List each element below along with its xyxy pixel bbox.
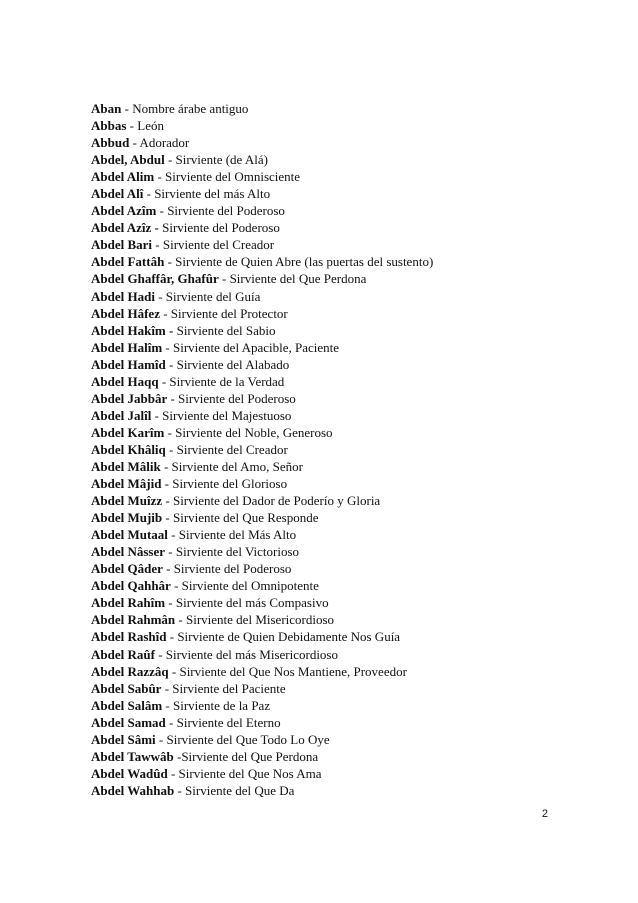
list-item: [91, 407, 591, 424]
entry-name: Aban: [91, 101, 122, 116]
entry-name: Abdel Raûf: [91, 646, 155, 662]
entry-meaning: - Sirviente del Que Da: [174, 782, 295, 798]
entry-meaning: - Sirviente del Alabado: [165, 356, 290, 372]
entry-meaning: Sirviente del Sabio: [173, 322, 276, 338]
entry-name: Abdel Wadûd: [91, 765, 168, 781]
list-item: [91, 219, 591, 236]
entry-meaning: - Sirviente del Que Nos Mantiene, Proveedor: [168, 663, 407, 679]
entry-meaning: - Sirviente del Creador: [165, 441, 288, 457]
entry-name: Abdel Rahmân: [91, 612, 176, 628]
list-item: [91, 253, 591, 270]
list-item: [91, 100, 591, 117]
list-item: [91, 356, 591, 373]
list-item: [91, 782, 591, 799]
list-item: [91, 748, 591, 765]
entry-meaning: - Sirviente del Que Todo Lo Oye: [155, 731, 330, 747]
list-item: [91, 475, 591, 492]
list-item: [91, 424, 591, 441]
entry-meaning: - Sirviente del Poderoso: [167, 390, 296, 406]
entry-name: Abdel Qâder: [91, 561, 163, 577]
entry-meaning: - Sirviente del Más Alto: [167, 527, 297, 543]
list-item: [91, 390, 591, 407]
list-item: [91, 646, 591, 663]
list-item: [91, 305, 591, 322]
entry-name: Abdel Hakîm -: [91, 322, 174, 338]
entry-name: Abdel Jabbâr: [91, 390, 168, 406]
list-item: [91, 492, 591, 509]
entry-name: Abdel Alim: [91, 169, 155, 185]
entry-name: Abdel Mâjid: [91, 476, 162, 492]
entry-meaning: - Sirviente de Quien Debidamente Nos Guía: [166, 629, 401, 645]
entry-meaning: - Sirviente del Paciente: [161, 680, 286, 696]
entry-name: Abdel Bari: [91, 237, 153, 253]
entry-name: Abdel Razzâq: [91, 663, 169, 679]
entry-name: Abdel Mujib: [91, 510, 163, 526]
list-item: [91, 270, 591, 287]
list-item: [91, 151, 591, 168]
entry-name: Abdel Muîzz: [91, 493, 163, 509]
entry-meaning: - Sirviente del Creador: [152, 237, 275, 253]
list-item: [91, 288, 591, 305]
list-item: [91, 339, 591, 356]
entry-meaning: - Sirviente del Poderoso: [156, 203, 285, 219]
list-item: [91, 577, 591, 594]
entry-meaning: - Sirviente del Apacible, Paciente: [162, 339, 340, 355]
list-item: [91, 526, 591, 543]
entry-meaning: - Sirviente del Que Nos Ama: [167, 765, 322, 781]
entry-name: Abdel Rashîd: [91, 629, 167, 645]
entry-name: Abdel Sâmi: [91, 731, 156, 747]
entry-name: Abdel Alî: [91, 186, 144, 202]
entry-meaning: - Sirviente del Omnisciente: [154, 169, 301, 185]
entry-meaning: - Sirviente del Dador de Poderío y Gloria: [162, 493, 381, 509]
entry-name: Abdel Hâfez: [91, 305, 160, 321]
entry-meaning: - Sirviente del Guía: [154, 288, 261, 304]
entry-name: Abdel Halîm: [91, 339, 163, 355]
list-item: [91, 714, 591, 731]
entry-name: Abdel Wahhab: [91, 782, 175, 798]
list-item: [91, 509, 591, 526]
entry-name: Abdel Salâm: [91, 697, 163, 713]
entry-name: Abdel Nâsser: [91, 544, 166, 560]
entry-meaning: - Nombre árabe antiguo: [121, 101, 249, 116]
entry-name: Abbas: [91, 118, 127, 134]
entry-meaning: - Sirviente del Misericordioso: [175, 612, 335, 628]
list-item: [91, 628, 591, 645]
entry-name: Abdel, Abdul: [91, 152, 165, 168]
list-item: [91, 560, 591, 577]
name-list: [91, 100, 591, 799]
list-item: [91, 765, 591, 782]
list-item: [91, 458, 591, 475]
list-item: [91, 168, 591, 185]
list-item: [91, 663, 591, 680]
entry-name: Abdel Azîm: [91, 203, 157, 219]
list-item: [91, 697, 591, 714]
entry-name: Abdel Hadi: [91, 288, 155, 304]
entry-meaning: - Sirviente del más Misericordioso: [154, 646, 338, 662]
entry-meaning: - Adorador: [129, 135, 190, 151]
entry-name: Abdel Ghaffâr, Ghafûr: [91, 271, 219, 287]
entry-name: Abdel Jalîl: [91, 407, 152, 423]
entry-meaning: - Sirviente del Que Perdona: [218, 271, 367, 287]
entry-meaning: - Sirviente de la Paz: [162, 697, 271, 713]
entry-name: Abdel Tawwâb: [91, 748, 174, 764]
entry-meaning: - Sirviente del Poderoso: [162, 561, 292, 577]
entry-meaning: - Sirviente del más Compasivo: [165, 595, 329, 611]
list-item: [91, 680, 591, 697]
entry-name: Abdel Mutaal: [91, 527, 168, 543]
entry-meaning: - Sirviente del Eterno: [165, 714, 281, 730]
list-item: [91, 117, 591, 134]
entry-name: Abdel Haqq: [91, 373, 159, 389]
list-item: [91, 441, 591, 458]
entry-name: Abdel Sabûr: [91, 680, 162, 696]
entry-meaning: - Sirviente del Omnipotente: [170, 578, 319, 594]
list-item: [91, 202, 591, 219]
entry-name: Abdel Mâlik: [91, 458, 161, 474]
list-item: [91, 594, 591, 611]
list-item: [91, 611, 591, 628]
entry-meaning: - León: [126, 118, 164, 134]
entry-meaning: - Sirviente del más Alto: [143, 186, 271, 202]
entry-meaning: - Sirviente (de Alá): [164, 152, 268, 168]
entry-meaning: - Sirviente del Majestuoso: [151, 407, 292, 423]
entry-meaning: - Sirviente del Victorioso: [165, 544, 300, 560]
list-item: [91, 322, 591, 339]
entry-meaning: - Sirviente del Que Responde: [162, 510, 319, 526]
entry-meaning: -Sirviente del Que Perdona: [173, 748, 319, 764]
entry-meaning: Sirviente del Poderoso: [158, 220, 280, 236]
entry-name: Abbud: [91, 135, 130, 151]
page-number: 2: [541, 808, 548, 820]
list-item: [91, 134, 591, 151]
entry-meaning: - Sirviente del Noble, Generoso: [164, 424, 333, 440]
entry-meaning: - Sirviente del Protector: [159, 305, 288, 321]
list-item: [91, 236, 591, 253]
list-item: [91, 731, 591, 748]
entry-name: Abdel Rahîm: [91, 595, 166, 611]
entry-meaning: - Sirviente de Quien Abre (las puertas del sustento): [164, 254, 434, 270]
entry-name: Abdel Azîz -: [91, 220, 159, 236]
list-item: [91, 373, 591, 390]
entry-meaning: - Sirviente del Glorioso: [161, 476, 288, 492]
list-item: [91, 543, 591, 560]
entry-meaning: - Sirviente del Amo, Señor: [160, 458, 303, 474]
entry-name: Abdel Samad: [91, 714, 166, 730]
entry-name: Abdel Hamîd: [91, 356, 166, 372]
entry-name: Abdel Karîm: [91, 424, 165, 440]
entry-name: Abdel Qahhâr: [91, 578, 171, 594]
entry-meaning: - Sirviente de la Verdad: [158, 373, 285, 389]
entry-name: Abdel Fattâh: [91, 254, 165, 270]
list-item: [91, 185, 591, 202]
entry-name: Abdel Khâliq: [91, 441, 166, 457]
